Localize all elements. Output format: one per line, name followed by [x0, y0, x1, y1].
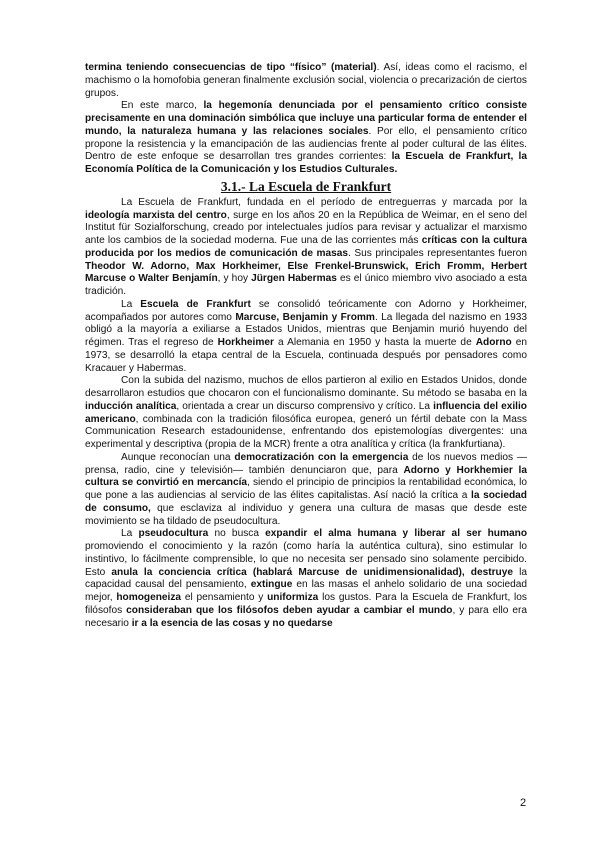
bold-run: consideraban que los filósofos deben ayudar a cambiar el mundo	[126, 604, 453, 616]
bold-run: anula la conciencia crítica (hablará Marcuse de unidimensionalidad), destruye	[111, 566, 514, 578]
text-run: la capacidad causal del pensamiento,	[85, 566, 527, 591]
bold-run: Adorno y Horkhemier la cultura se convirtió en mercancía	[85, 464, 527, 489]
text-run: en 1973, se desarrolló la etapa central de la Escuela, continuada después por pensadores como Kracauer y Habermas.	[85, 337, 528, 374]
text-run: , y hoy	[217, 273, 252, 285]
bold-run: extingue	[250, 579, 293, 591]
text-run: no busca	[208, 528, 266, 540]
text-run: los gustos. Para la Escuela de Frankfurt, los filósofos	[85, 592, 527, 616]
bold-run: Adorno	[475, 337, 512, 348]
bold-run: Theodor W. Adorno, Max Horkheimer, Else Frenkel-Brunswick, Erich Fromm, Herbert Marcuse o Walter Benjamín	[85, 260, 527, 285]
text-run: . Por ello, el pensamiento crítico propone la resistencia y la emancipación de las audiencias frente al poder cultural de las élites. Dentro de este enfoque se desarrollan tres grandes corrientes:	[85, 125, 527, 163]
text-run: , orientada a crear un discurso comprensivo y crítico. La	[176, 400, 434, 412]
text-run: Aunque reconocían una	[121, 451, 235, 463]
bold-run: Marcuse, Benjamin y Fromm	[235, 311, 375, 323]
text-run: el pensamiento y	[181, 592, 268, 603]
bold-run: ir a la esencia de las cosas y no quedarse	[131, 617, 333, 629]
text-run: , siendo el principio de principios la rentabilidad económica, lo que pone a las audiencias al servicio de las élites capitalistas. Así nació la crítica a	[85, 477, 527, 501]
text-run: en las masas el anhelo solidario de una sociedad mejor,	[85, 579, 527, 603]
paragraph-1	[85, 100, 527, 177]
text-run: En este marco,	[121, 100, 204, 112]
bold-run: influencia del exilio americano	[85, 400, 527, 425]
bold-run: la sociedad de consumo,	[85, 490, 527, 514]
bold-run: inducción analítica	[85, 400, 177, 412]
text-run: promoviendo el conocimiento y la razón (como haría la auténtica cultura), sino estimular lo instintivo, lo fácilmente comprensible, lo que no necesita ser pensado sino solamente percibido. Esto	[85, 541, 527, 578]
document-page	[85, 62, 527, 630]
text-run: La	[121, 298, 141, 310]
text-run: . La llegada del nazismo en 1933 obligó a la mayoría a exiliarse a Estados Unidos, mientras que Benjamin murió huyendo del régimen. Tras el regreso de	[85, 311, 528, 348]
bold-run: democratización con la emergencia	[234, 451, 409, 463]
bold-run: Jürgen Habermas	[251, 273, 337, 285]
bold-run: Horkheimer	[217, 337, 274, 348]
paragraph-4	[85, 299, 527, 376]
text-run: . Así, ideas como el racismo, el machismo o la homofobia generan finalmente exclusión social, violencia o precarización de ciertos grupos.	[85, 62, 527, 99]
paragraph-0	[85, 62, 527, 100]
text-run: . Sus principales representantes fueron	[348, 247, 527, 259]
paragraph-5	[85, 375, 527, 452]
text-run: , combinada con la tradición filosófica europea, generó un fértil debate con la Mass Communication Research estadounidense, enfrentando dos epistemologías divergentes: una experimental y descriptiva (propia de la MCR) frente a otra analítica y crítica (la frankfurtiana).	[85, 413, 527, 450]
bold-run: pseudocultura	[138, 528, 209, 540]
bold-run: críticas con la cultura producida por los medios de comunicación de masas	[85, 235, 527, 259]
text-run: se consolidó teóricamente con Adorno y Horkheimer, acompañados por autores como	[85, 298, 527, 323]
bold-run: termina teniendo consecuencias de tipo “físico” (material)	[85, 62, 377, 73]
text-run: es el único miembro vivo asociado a esta tradición.	[85, 273, 527, 297]
bold-run: la Escuela de Frankfurt, la Economía Política de la Comunicación y los Estudios Culturales.	[85, 151, 527, 175]
bold-run: uniformiza	[267, 592, 319, 603]
paragraph-6	[85, 452, 527, 529]
text-run: , y para ello era necesario	[85, 604, 527, 629]
text-run: La Escuela de Frankfurt, fundada en el período de entreguerras y marcada por la	[121, 196, 527, 208]
page-number: 2	[520, 797, 527, 809]
bold-run: la hegemonía denunciada por el pensamiento crítico consiste precisamente en una dominación simbólica que incluye una particular forma de entender el mundo, la naturaleza humana y las relaciones sociales	[85, 100, 528, 137]
bold-run: expandir el alma humana y liberar al ser humano	[265, 528, 527, 540]
section-heading: 3.1.- La Escuela de Frankfurt	[220, 178, 392, 194]
text-run: a Alemania en 1950 y hasta la muerte de	[273, 337, 476, 348]
bold-run: Escuela de Frankfurt	[140, 298, 251, 310]
text-run: de los nuevos medios —prensa, radio, cine y televisión— también denunciaron que, para	[85, 451, 528, 476]
text-run: Con la subida del nazismo, muchos de ellos partieron al exilio en Estados Unidos, donde desarrollaron estudios que chocaron con el funcionalismo dominante. Su método se basaba en la	[85, 375, 527, 399]
bold-run: homogeneiza	[116, 592, 182, 603]
paragraph-3	[85, 197, 527, 299]
text-run: La	[121, 528, 139, 540]
bold-run: ideología marxista del centro	[85, 209, 227, 221]
text-run: que esclaviza al individuo y genera una cultura de masas que desde este movimiento se ha tildado de pseudocultura.	[85, 502, 528, 527]
paragraph-7	[85, 528, 527, 630]
text-run: , surge en los años 20 en la República de Weimar, en el seno del Institut für Sozialforschung, creado por intelectuales judíos para revisar y actualizar el marxismo ante los cambios de la sociedad moderna. Fue una de las corrientes más	[85, 209, 528, 246]
